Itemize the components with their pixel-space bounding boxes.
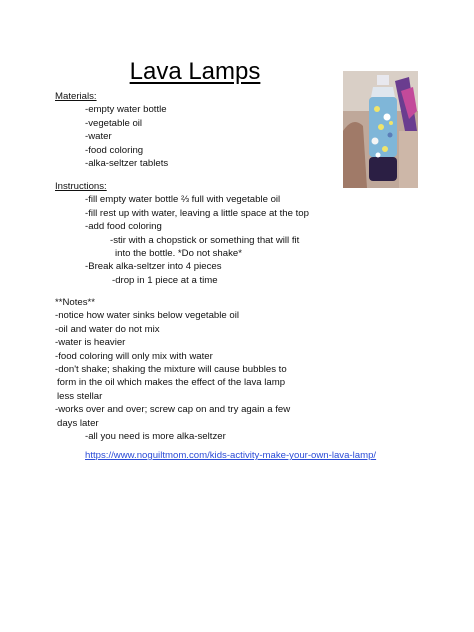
note-line: -all you need is more alka-seltzer: [85, 431, 226, 443]
list-item: -empty water bottle: [85, 104, 167, 116]
instruction-line: -Break alka-seltzer into 4 pieces: [85, 261, 222, 273]
list-item: -water: [85, 131, 112, 143]
materials-section: [55, 90, 168, 170]
note-line: -water is heavier: [55, 337, 126, 349]
note-line: days later: [57, 417, 99, 429]
list-item: -food coloring: [85, 144, 144, 156]
notes-section: [55, 296, 290, 443]
note-line: -oil and water do not mix: [55, 323, 160, 335]
materials-heading: Materials:: [55, 91, 97, 102]
page-title: Lava Lamps: [129, 58, 261, 85]
instruction-line: -add food coloring: [85, 221, 162, 233]
notes-heading: **Notes**: [55, 297, 95, 308]
note-line: less stellar: [57, 390, 103, 402]
note-line: form in the oil which makes the effect of the lava lamp: [57, 377, 286, 389]
note-line: -notice how water sinks below vegetable oil: [55, 310, 239, 322]
note-line: -don't shake; shaking the mixture will cause bubbles to: [55, 364, 287, 376]
instruction-line: into the bottle. *Do not shake*: [115, 248, 242, 260]
note-line: -food coloring will only mix with water: [55, 350, 213, 362]
source-link-line: [85, 450, 376, 461]
list-item: -vegetable oil: [85, 117, 143, 129]
instructions-heading: Instructions:: [55, 181, 107, 192]
list-item: -alka-seltzer tablets: [85, 158, 169, 170]
lava-lamp-photo: [343, 71, 418, 188]
instructions-section: [55, 180, 309, 287]
instruction-line: -fill rest up with water, leaving a little space at the top: [85, 207, 309, 219]
instruction-line: -drop in 1 piece at a time: [112, 274, 218, 286]
source-link[interactable]: https://www.noguiltmom.com/kids-activity-make-your-own-lava-lamp/: [85, 450, 377, 461]
note-line: -works over and over; screw cap on and try again a few: [55, 404, 291, 416]
instruction-line: -stir with a chopstick or something that will fit: [110, 234, 300, 246]
instruction-line: -fill empty water bottle ⅔ full with vegetable oil: [85, 194, 281, 206]
